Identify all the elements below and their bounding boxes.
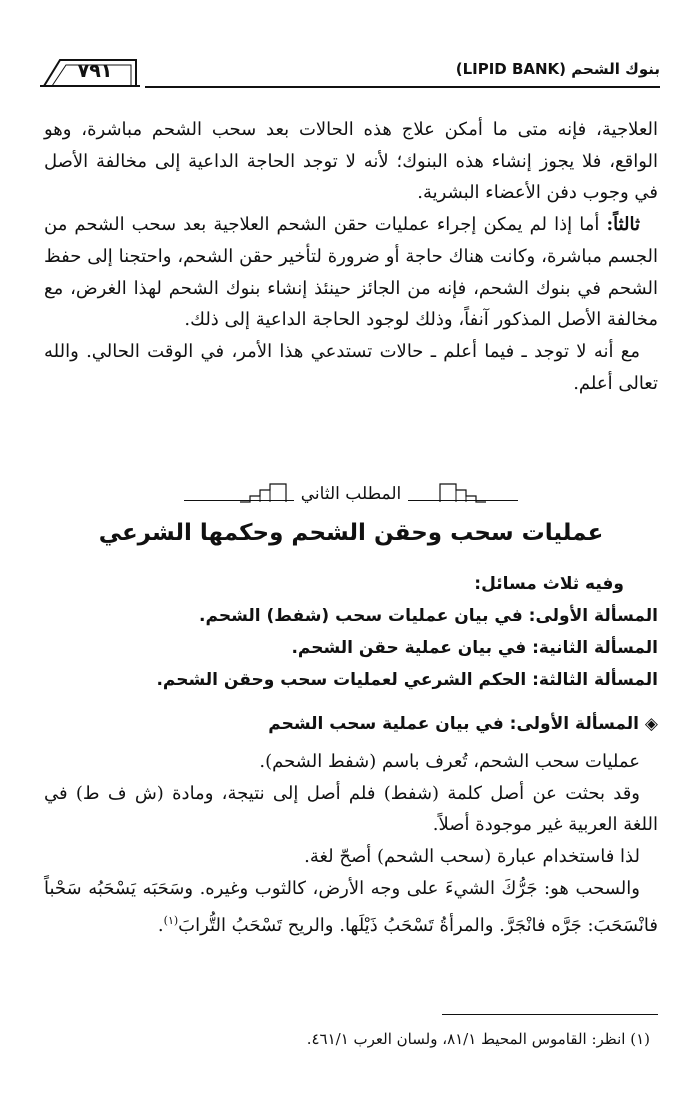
page-header xyxy=(40,50,660,90)
footnote-text: انظر: القاموس المحيط ٨١/١، ولسان العرب ٤٦١/١. xyxy=(306,1030,626,1048)
list-item: المسألة الثالثة: الحكم الشرعي لعمليات سحب وحقن الشحم. xyxy=(156,670,658,690)
issue-title: في بيان عملية سحب الشحم xyxy=(268,714,510,734)
paragraph-text: أما إذا لم يمكن إجراء عمليات حقن الشحم العلاجية بعد سحب الشحم من الجسم مباشرة، وكانت هناك حاجة أو ضرورة لتأخير حقن الشحم، واحتجنا إلى حفظ الشحم في بنوك الشحم، فإنه من الجائز حينئذ إنشاء بنوك الشحم لهذا الغرض، مع مخالفة الأصل المذكور آنفاً، وذلك لوجود الحاجة الداعية إلى ذلك. xyxy=(44,214,658,331)
period: . xyxy=(157,914,164,936)
list-item: المسألة الأولى: في بيان عمليات سحب (شفط) الشحم. xyxy=(199,606,658,626)
main-text-bottom xyxy=(44,746,658,941)
paragraph: لذا فاستخدام عبارة (سحب الشحم) أصحّ لغة. xyxy=(304,846,640,868)
paragraph: عمليات سحب الشحم، تُعرف باسم (شفط الشحم). xyxy=(259,751,640,772)
section-heading xyxy=(44,478,658,514)
paragraph-text: والسحب هو: جَرُّكَ الشيءَ على وجه الأرض، كالثوب وغيره. وسَحَبَه يَسْحَبُه سَحْباً فانْسَحَبَ: جَرَّه فانْجَرَّ. والمرأةُ تَسْحَبُ ذَيْلَها. والريح تَسْحَبُ التُّرابَ xyxy=(44,877,658,936)
steps-ornament-icon xyxy=(438,480,486,504)
diamond-bullet-icon: ◈ xyxy=(644,714,658,734)
steps-ornament-icon xyxy=(240,480,288,504)
paragraph: مع أنه لا توجد ـ فيما أعلم ـ حالات تستدعي هذا الأمر، في الوقت الحالي. والله تعالى أعلم. xyxy=(44,340,658,394)
list-item: المسألة الثانية: في بيان عملية حقن الشحم. xyxy=(291,638,658,658)
issues-intro: وفيه ثلاث مسائل: xyxy=(474,574,624,594)
page-number: ٧٩١ xyxy=(77,60,113,82)
point-label: ثالثاً: xyxy=(606,214,640,236)
footnote xyxy=(44,1030,650,1048)
page-number-frame xyxy=(40,56,140,86)
issues-list xyxy=(44,568,658,696)
section-subtitle: المطلب الثاني xyxy=(300,484,402,504)
paragraph: العلاجية، فإنه متى ما أمكن علاج هذه الحالات بعد سحب الشحم مباشرة، وهو الواقع، فلا يجوز إنشاء هذه البنوك؛ لأنه لا توجد الحاجة الداعية إلى مخالفة الأصل في وجوب دفن الأعضاء البشرية. xyxy=(44,119,658,204)
running-title: بنوك الشحم (LIPID BANK) xyxy=(455,60,660,78)
issue-heading xyxy=(44,714,658,734)
main-text-top xyxy=(44,114,658,399)
footnote-ref[interactable]: (١) xyxy=(163,913,179,927)
paragraph xyxy=(44,873,658,941)
section-title: عمليات سحب وحقن الشحم وحكمها الشرعي xyxy=(98,520,604,546)
paragraph xyxy=(44,209,658,336)
footnote-number: (١) xyxy=(630,1030,650,1048)
paragraph: وقد بحثت عن أصل كلمة (شفط) فلم أصل إلى نتيجة، ومادة (ش ف ط) في اللغة العربية غير موجودة أصلاً. xyxy=(44,782,658,836)
header-rule xyxy=(145,86,660,88)
issue-label: المسألة الأولى: xyxy=(509,714,639,734)
footnote-rule xyxy=(442,1014,658,1015)
